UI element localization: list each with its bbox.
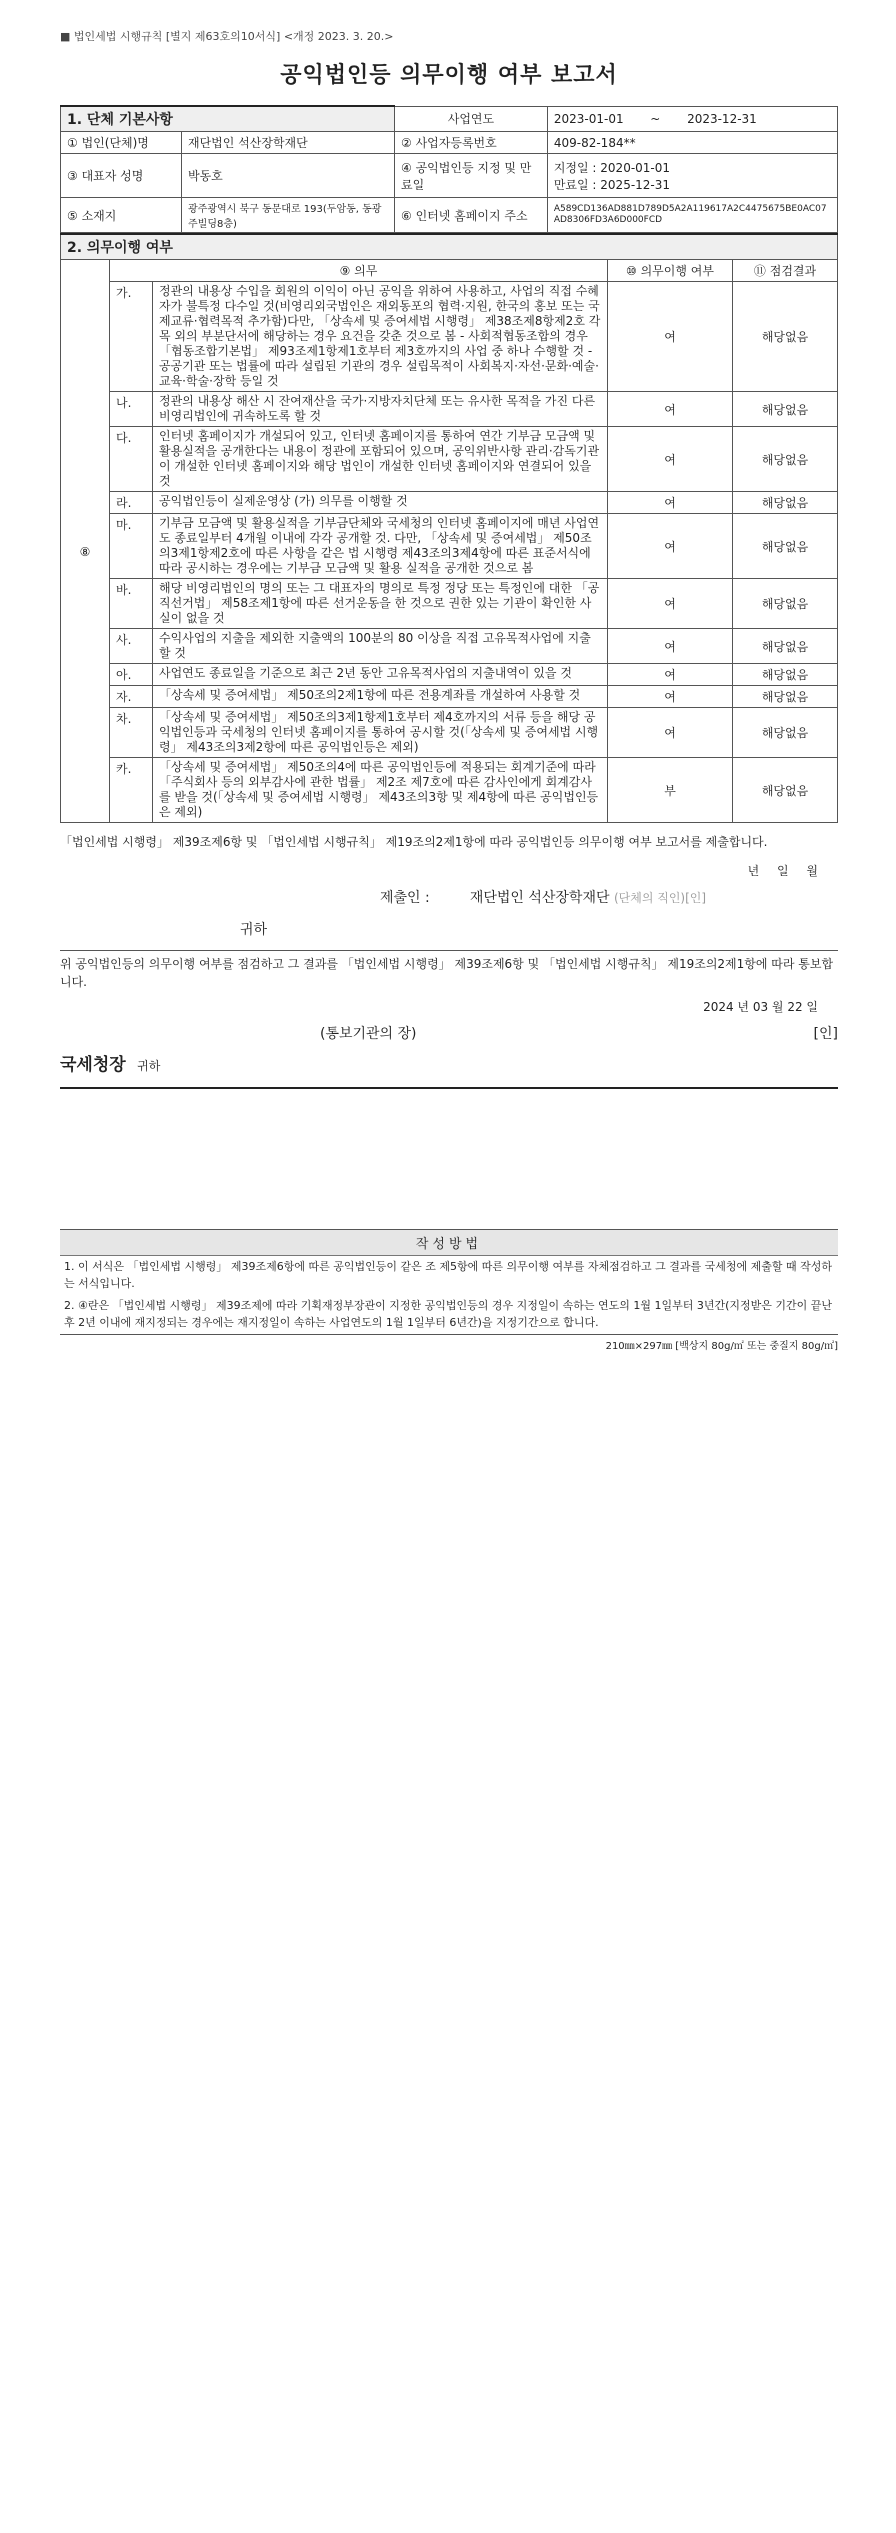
guide-item-2: 2. ④란은 「법인세법 시행령」 제39조제에 따라 기획재정부장관이 지정한 공익법인등의 경우 지정일이 속하는 연도의 1월 1일부터 3년간(지정받은 기간이 끝난 후 2년 이내에 재지정되는 경우에는 재지정일이 속하는 사업연도의 1월 1일부터 6년간)을 지정기간으로 합니다. <box>64 1298 833 1330</box>
submitter-seal: (단체의 직인)[인] <box>613 891 707 906</box>
obligation-text: 기부금 모금액 및 활용실적을 기부금단체와 국세청의 인터넷 홈페이지에 매년 사업연도 종료일부터 4개월 이내에 각각 공개할 것. 다만, 「상속세 및 증여세법」 제50조의3제1항제2호에 따른 사항을 같은 법 시행령 제43조의3제4항에 따른 표준서식에 따라 공시하는 경우에는 기부금 모금액 및 활용 실적을 공개한 것으로 봄 <box>153 514 608 579</box>
obligation-result: 해당없음 <box>733 514 838 579</box>
obligation-letter: 라. <box>110 492 153 514</box>
submission-statement: 「법인세법 시행령」 제39조제6항 및 「법인세법 시행규칙」 제19조의2제1항에 따라 공익법인등 의무이행 여부 보고서를 제출합니다. <box>60 835 768 849</box>
obligation-done: 부 <box>608 758 733 823</box>
obligation-text: 해당 비영리법인의 명의 또는 그 대표자의 명의로 특정 정당 또는 특정인에 대한 「공직선거법」 제58조제1항에 따른 선거운동을 한 것으로 권한 있는 기관이 확인한 사실이 없을 것 <box>153 579 608 629</box>
designation-start: 지정일 : 2020-01-01 <box>553 160 671 175</box>
col-done-header: ⑩ 의무이행 여부 <box>608 260 733 282</box>
basic-info-table <box>60 105 838 233</box>
table-row <box>61 514 838 579</box>
obligation-done: 여 <box>608 579 733 629</box>
obligation-rows <box>61 282 838 823</box>
table-row <box>61 282 838 392</box>
obligation-result: 해당없음 <box>733 579 838 629</box>
obligation-letter: 아. <box>110 664 153 686</box>
obligation-done: 여 <box>608 514 733 579</box>
period-label: 사업연도 <box>395 106 548 132</box>
notice-date: 2024 년 03 월 22 일 <box>703 999 818 1014</box>
document-page <box>60 28 838 1352</box>
obligation-group-label: ⑧ <box>61 282 110 823</box>
submitter-line <box>60 888 838 910</box>
notice-text: 위 공익법인등의 의무이행 여부를 점검하고 그 결과를 「법인세법 시행령」 제39조제6항 및 「법인세법 시행규칙」 제19조의2제1항에 따라 통보합니다. <box>60 950 838 992</box>
period-sep: ~ <box>650 111 661 126</box>
page-title: 공익법인등 의무이행 여부 보고서 <box>280 63 618 88</box>
submitter-value: 재단법인 석산장학재단 <box>469 890 610 907</box>
obligation-letter: 카. <box>110 758 153 823</box>
submit-to: 귀하 <box>240 921 268 938</box>
recipient-name: 국세청장 <box>60 1055 126 1076</box>
obligation-done: 여 <box>608 392 733 427</box>
url-value: A589CD136AD881D789D5A2A119617A2C4475675BE0AC07AD8306FD3A6D000FCD <box>547 198 837 233</box>
submission-date: 년 일 월 <box>747 863 818 878</box>
obligation-text: 수익사업의 지출을 제외한 지출액의 100분의 80 이상을 직접 고유목적사업에 지출할 것 <box>153 629 608 664</box>
obligation-result: 해당없음 <box>733 427 838 492</box>
designation-dates <box>547 154 837 198</box>
obligation-result: 해당없음 <box>733 629 838 664</box>
table-row <box>61 708 838 758</box>
obligation-text: 「상속세 및 증여세법」 제50조의4에 따른 공익법인등에 적용되는 회계기준에 따라 「주식회사 등의 외부감사에 관한 법률」 제2조 제7호에 따른 감사인에게 회계감사를 받을 것(「상속세 및 증여세법 시행령」 제43조의3항 및 제4항에 따른 공익법인등은 제외) <box>153 758 608 823</box>
table-row <box>61 392 838 427</box>
recipient-divider <box>60 1087 838 1089</box>
table-row <box>61 629 838 664</box>
obligation-letter: 사. <box>110 629 153 664</box>
obligation-letter: 다. <box>110 427 153 492</box>
obligation-result: 해당없음 <box>733 392 838 427</box>
obligation-table <box>60 233 838 823</box>
obligation-letter: 마. <box>110 514 153 579</box>
table-row <box>61 492 838 514</box>
obligation-done: 여 <box>608 492 733 514</box>
paper-spec: 210㎜×297㎜ [백상지 80g/㎡ 또는 중질지 80g/㎡] <box>60 1334 838 1352</box>
col-duty-header: ⑨ 의무 <box>110 260 608 282</box>
obligation-text: 공익법인등이 실제운영상 (가) 의무를 이행할 것 <box>153 492 608 514</box>
submitter-label: 제출인 : <box>380 890 430 907</box>
obligation-text: 「상속세 및 증여세법」 제50조의3제1항제1호부터 제4호까지의 서류 등을 해당 공익법인등과 국세청의 인터넷 홈페이지를 통하여 공시할 것(「상속세 및 증여세법 시행령」 제43조의3제2항에 따른 공익법인등은 제외) <box>153 708 608 758</box>
guide-title: 작성방법 <box>60 1230 838 1256</box>
obligation-letter: 나. <box>110 392 153 427</box>
agency-seal: [인] <box>813 1026 838 1043</box>
obligation-letter: 자. <box>110 686 153 708</box>
recipient-suffix: 귀하 <box>137 1059 161 1074</box>
section1-title: 1. 단체 기본사항 <box>61 106 395 132</box>
obligation-text: 「상속세 및 증여세법」 제50조의2제1항에 따른 전용계좌를 개설하여 사용할 것 <box>153 686 608 708</box>
obligation-result: 해당없음 <box>733 282 838 392</box>
designation-end: 만료일 : 2025-12-31 <box>553 177 671 192</box>
obligation-done: 여 <box>608 686 733 708</box>
table-row <box>61 664 838 686</box>
period-end: 2023-12-31 <box>687 111 757 126</box>
obligation-result: 해당없음 <box>733 492 838 514</box>
name-label: ① 법인(단체)명 <box>61 132 182 154</box>
obligation-result: 해당없음 <box>733 708 838 758</box>
table-row <box>61 427 838 492</box>
table-row <box>61 579 838 629</box>
bizno-label: ② 사업자등록번호 <box>395 132 548 154</box>
guide-box <box>60 1229 838 1352</box>
designation-label: ④ 공익법인등 지정 및 만료일 <box>395 154 548 198</box>
url-label: ⑥ 인터넷 홈페이지 주소 <box>395 198 548 233</box>
obligation-result: 해당없음 <box>733 758 838 823</box>
obligation-result: 해당없음 <box>733 664 838 686</box>
rep-label: ③ 대표자 성명 <box>61 154 182 198</box>
obligation-done: 여 <box>608 427 733 492</box>
agency-head: (통보기관의 장) <box>320 1026 417 1043</box>
address-value: 광주광역시 북구 동문대로 193(두암동, 동광주빌딩8층) <box>182 198 395 233</box>
address-label: ⑤ 소재지 <box>61 198 182 233</box>
obligation-text: 인터넷 홈페이지가 개설되어 있고, 인터넷 홈페이지를 통하여 연간 기부금 모금액 및 활용실적을 공개한다는 내용이 정관에 포함되어 있으며, 공익위반사항 관리·감독기관이 개설한 인터넷 홈페이지와 해당 법인이 개설한 인터넷 홈페이지와 연결되어 있을 것 <box>153 427 608 492</box>
col-result-header: ⑪ 점검결과 <box>733 260 838 282</box>
obligation-text: 사업연도 종료일을 기준으로 최근 2년 동안 고유목적사업의 지출내역이 있을 것 <box>153 664 608 686</box>
name-value: 재단법인 석산장학재단 <box>182 132 395 154</box>
form-header-note: ■ 법인세법 시행규칙 [별지 제63호의10서식] <개정 2023. 3. 20.> <box>60 30 394 43</box>
agency-line <box>60 1024 838 1046</box>
section2-title: 2. 의무이행 여부 <box>61 234 838 260</box>
obligation-result: 해당없음 <box>733 686 838 708</box>
bizno-value: 409-82-184** <box>547 132 837 154</box>
rep-value: 박동호 <box>182 154 395 198</box>
obligation-done: 여 <box>608 282 733 392</box>
submission-block <box>60 833 838 1089</box>
obligation-letter: 가. <box>110 282 153 392</box>
obligation-text: 정관의 내용상 수입을 회원의 이익이 아닌 공익을 위하여 사용하고, 사업의 직접 수혜자가 불특정 다수일 것(비영리외국법인은 재외동포의 협력·지원, 한국의 홍보 또는 국제교류·협력목적 추가함)다만, 「상속세 및 증여세법 시행령」 제38조제8항제2호 각 목 외의 부분단서에 해당하는 경우 요건을 갖춘 것으로 봄 - 사회적협동조합의 경우 「협동조합기본법」 제93조제1항제1호부터 제3호까지의 사업 중 하나 수행할 것 - 공공기관 또는 법률에 따라 설립된 기관의 경우 설립목적이 사회복지·자선·문화·예술·교육·학술·장학 등일 것 <box>153 282 608 392</box>
obligation-text: 정관의 내용상 해산 시 잔여재산을 국가·지방자치단체 또는 유사한 목적을 가진 다른 비영리법인에 귀속하도록 할 것 <box>153 392 608 427</box>
obligation-letter: 바. <box>110 579 153 629</box>
table-row <box>61 758 838 823</box>
guide-item-1: 1. 이 서식은 「법인세법 시행령」 제39조제6항에 따른 공익법인등이 같은 조 제5항에 따른 의무이행 여부를 자체점검하고 그 결과를 국세청에 제출할 때 작성하는 서식입니다. <box>64 1259 832 1291</box>
obligation-done: 여 <box>608 629 733 664</box>
period-range <box>547 106 837 132</box>
obligation-letter: 차. <box>110 708 153 758</box>
recipient-line <box>60 1052 838 1078</box>
obligation-done: 여 <box>608 664 733 686</box>
obligation-done: 여 <box>608 708 733 758</box>
table-row <box>61 686 838 708</box>
period-start: 2023-01-01 <box>553 111 624 126</box>
